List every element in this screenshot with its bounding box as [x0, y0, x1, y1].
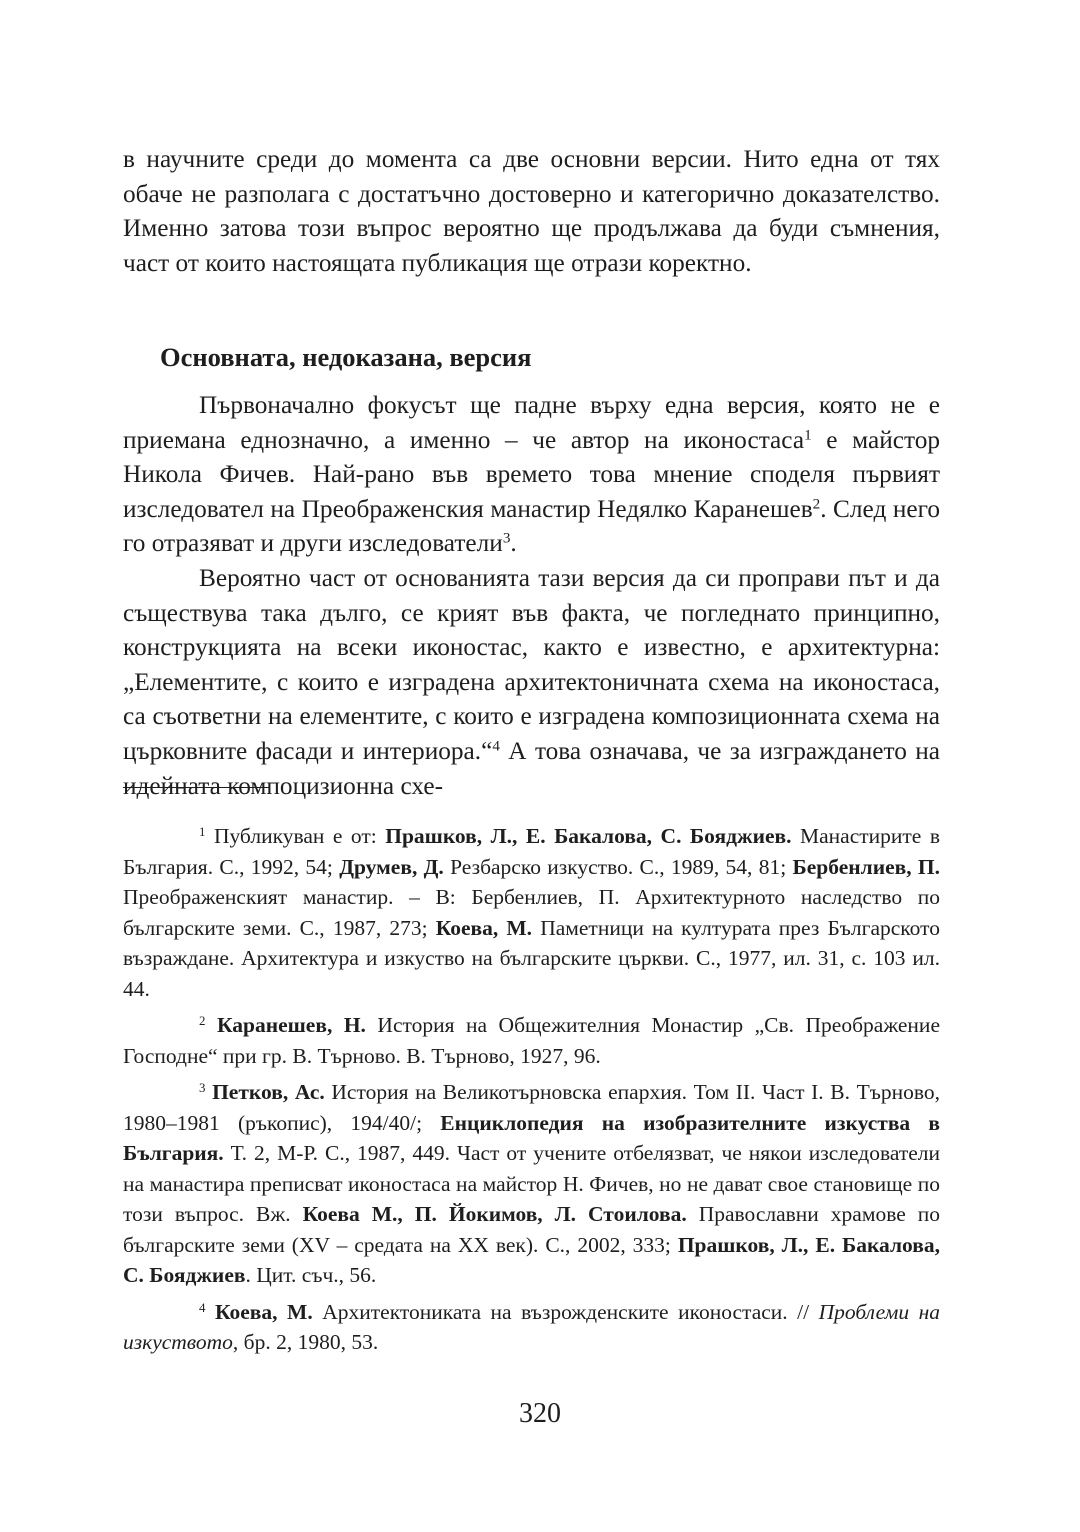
footnote-4-text: Архитектониката на възрожденските иконостаси. // [312, 1299, 819, 1324]
footnote-2-number: 2 [199, 1013, 206, 1028]
page-number: 320 [519, 1398, 561, 1429]
p1-text-d: . [510, 529, 517, 558]
footnote-1-number: 1 [199, 824, 206, 839]
footnote-3-text: Православни храмове по българските земи (XV – средата на XX век). С., 2002, 333; [123, 1202, 941, 1257]
footnote-1-author: Друмев, Д. [339, 854, 444, 879]
footnote-1-text: Преображенският манастир. – В: Бербенлиев, П. Архитектурното наследство по българските земи. С., 1987, 273; [123, 885, 940, 940]
footnote-1-text: Публикуван е от: [205, 824, 386, 848]
footnote-3-author: Коева М., П. Йокимов, Л. Стоилова. [302, 1202, 687, 1226]
p1-text-c: . След него го отразяват и други изследователи [123, 494, 940, 558]
footnote-2-text: История на Общежителния Монастир „Св. Преображение Господне“ при гр. В. Търново. В. Търново, 1927, 96. [123, 1013, 940, 1068]
footnote-ref-3[interactable]: 3 [502, 530, 511, 548]
footnote-3-text: . Цит. съч., 56. [245, 1263, 377, 1287]
footnote-3-text: Т. 2, М-Р. С., 1987, 449. Част от учените отбелязват, че някои изследователи на манастира преписват иконостаса на майстор Н. Фичев, но не дават свое становище по този въпрос. Вж. [123, 1141, 940, 1226]
footnote-2-author: Каранешев, Н. [205, 1013, 366, 1037]
section-heading: Основната, недоказана, версия [160, 342, 532, 372]
p1-text-a: Първоначално фокусът ще падне върху една версия, която не е приемана еднозначно, а именно – че автор на иконостаса [123, 391, 940, 454]
footnote-4 [123, 1297, 940, 1358]
body-paragraph-2 [123, 561, 940, 803]
p2-text-b: А това означава, че за изграждането на идейната компоцизионна схе- [123, 736, 940, 800]
footnote-4-number: 4 [199, 1300, 206, 1315]
p1-text-b: е майстор Никола Фичев. Най-рано във времето това мнение споделя първият изследовател на Преображенския манастир Недялко Каранешев [123, 425, 940, 523]
footnote-4-journal: Проблеми на изкуството [123, 1299, 940, 1354]
intro-text: в научните среди до момента са две основни версии. Нито една от тях обаче не разполага с достатъчно достоверно и категорично доказателство. Именно затова този въпрос вероятно ще продължава да буди съмнения, част от които настоящата публикация ще отрази коректно. [123, 145, 940, 277]
footnote-3-author: Петков, Ас. [205, 1080, 325, 1104]
footnote-3-author: Енциклопедия на изобразителните изкуства в България. [123, 1110, 941, 1165]
footnote-3 [123, 1077, 940, 1291]
footnote-separator [123, 787, 270, 788]
footnote-1-text: Резбарско изкуство. С., 1989, 54, 81; [443, 854, 793, 879]
footnote-2 [123, 1010, 940, 1071]
footnote-1-text: Манастирите в България. С., 1992, 54; [123, 824, 940, 879]
footnote-ref-1[interactable]: 1 [804, 426, 812, 444]
footnote-1-text: Паметници на културата през Българското възраждане. Архитектура и изкуство на българските църкви. С., 1977, ил. 31, с. 103 ил. 44. [123, 915, 940, 1001]
footnote-3-number: 3 [199, 1080, 206, 1095]
footnote-4-text: , бр. 2, 1980, 53. [232, 1330, 379, 1354]
footnote-ref-4[interactable]: 4 [492, 737, 500, 755]
footnote-1-author: Прашков, Л., Е. Бакалова, С. Бояджиев. [385, 824, 792, 848]
footnote-3-text: История на Великотърновска епархия. Том II. Част I. В. Търново, 1980–1981 (ръкопис), 194/40/; [123, 1080, 941, 1135]
footnote-1-author: Бербенлиев, П. [792, 854, 941, 879]
p2-text-a: Вероятно част от основанията тази версия да си проправи път и да съществува така дълго, се крият във факта, че погледнато принципно, конструкцията на всеки иконостас, както е известно, е архитектурна: „Елементите, с които е изградена архитектоничната схема на иконостаса, са съответни на елементите, с които е изградена композиционната схема на църковните фасади и интериора.“ [123, 563, 940, 765]
footnote-1 [123, 821, 940, 1004]
intro-paragraph [123, 142, 940, 280]
footnote-4-author: Коева, М. [205, 1299, 313, 1324]
footnote-3-author: Прашков, Л., Е. Бакалова, С. Бояджиев [123, 1232, 940, 1287]
footnotes [123, 821, 940, 1364]
footnote-ref-2[interactable]: 2 [812, 495, 821, 513]
body-paragraph-1 [123, 388, 940, 561]
section-body [123, 388, 940, 803]
footnote-1-author: Коева, М. [435, 915, 533, 940]
